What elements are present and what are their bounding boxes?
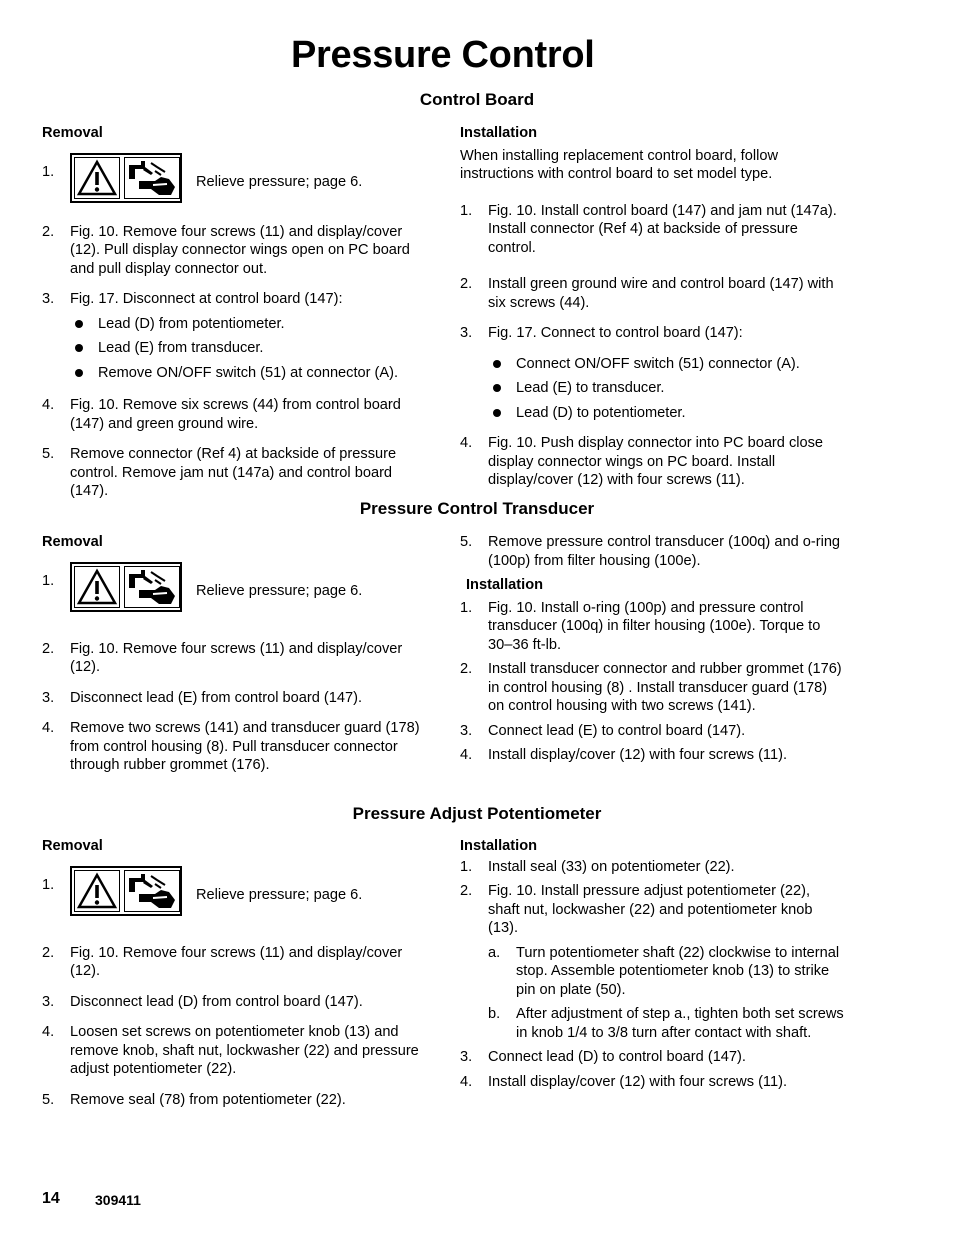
sub-step-list [488, 944, 845, 1043]
control-board-installation [460, 124, 845, 502]
warning-triangle-icon [74, 157, 120, 199]
removal-heading: Removal [42, 125, 103, 141]
installation-heading: Installation [460, 838, 538, 854]
installation-intro: When installing replacement control board, follow instructions with control board to set model type. [460, 147, 778, 182]
section-title-control-board: Control Board [419, 90, 535, 109]
control-board-removal [42, 124, 432, 513]
transducer-removal [42, 533, 432, 787]
bullet-list [488, 355, 845, 423]
sub-step-item: b. After adjustment of step a., tighten both set screws in knob 1/4 to 3/8 turn after contact with shaft. [488, 1006, 844, 1041]
list-item: 4. Remove two screws (141) and transducer guard (178) from control housing (8). Pull transducer connector through rubber grommet (176). [42, 720, 420, 773]
page-number: 14 [42, 1190, 60, 1207]
bullet-item: Lead (E) from transducer. [70, 339, 432, 358]
warning-step: 1. Relieve pressure; page 6. [42, 562, 432, 618]
removal-heading: Removal [42, 534, 103, 550]
list-item: 3. Fig. 17. Connect to control board (147): Connect ON/OFF switch (51) connector (A). Lead (E) to transducer. Lead (D) to potentiometer. [460, 324, 845, 422]
list-item: 2. Install green ground wire and control board (147) with six screws (44). [460, 276, 834, 311]
relieve-pressure-text: Relieve pressure; page 6. [196, 886, 363, 903]
relieve-pressure-text: Relieve pressure; page 6. [196, 582, 363, 599]
bullet-item: Lead (D) to potentiometer. [488, 404, 845, 423]
list-item: 1. Fig. 10. Install control board (147) and jam nut (147a). Install connector (Ref 4) at backside of pressure control. [460, 202, 837, 256]
relieve-pressure-text: Relieve pressure; page 6. [196, 173, 363, 190]
potentiometer-removal [42, 837, 432, 1121]
transducer-right-column [460, 533, 845, 777]
warning-icon [70, 562, 182, 612]
document-number: 309411 [95, 1192, 141, 1208]
list-item: 4. Install display/cover (12) with four screws (11). [460, 1073, 788, 1090]
list-item: 5. Remove seal (78) from potentiometer (22). [42, 1091, 346, 1108]
hand-injection-icon [124, 566, 180, 608]
list-item: 4. Fig. 10. Remove six screws (44) from control board (147) and green ground wire. [42, 397, 401, 432]
potentiometer-installation [460, 837, 845, 1103]
list-item: 4. Fig. 10. Push display connector into PC board close display connector wings on PC board. Install display/cover (12) with four screws (11). [460, 435, 824, 488]
bullet-item: Connect ON/OFF switch (51) connector (A). [488, 355, 845, 374]
list-item: 3. Disconnect lead (E) from control board (147). [42, 689, 363, 706]
section-title-potentiometer: Pressure Adjust Potentiometer [352, 804, 602, 823]
list-item: 2. Fig. 10. Install pressure adjust potentiometer (22), shaft nut, lockwasher (22) and potentiometer knob (13). a. Turn potentiometer shaft (22) clockwise to internal stop. Assemble potentiometer knob (13) to strike pin on plate (50). b. After adjustment of step a., tighten both set screws in knob 1/4 to 3/8 turn after contact with shaft. [460, 883, 844, 1041]
warning-triangle-icon [74, 870, 120, 912]
list-item: 4. Loosen set screws on potentiometer knob (13) and remove knob, shaft nut, lockwasher (22) and pressure adjust potentiometer (22). [42, 1024, 419, 1077]
list-item: 2. Install transducer connector and rubber grommet (176) in control housing (8) . Install transducer guard (178) on control housing with two screws (141). [460, 661, 842, 714]
warning-step: 1. Relieve pressure; page 6. [42, 153, 432, 209]
list-item: 4. Install display/cover (12) with four screws (11). [460, 747, 788, 763]
list-item: 3. Disconnect lead (D) from control board (147). [42, 993, 363, 1010]
list-item: 3. Connect lead (E) to control board (147). [460, 722, 746, 739]
list-item: 3. Connect lead (D) to control board (147). [460, 1049, 746, 1065]
removal-heading: Removal [42, 838, 103, 854]
sub-step-item: a. Turn potentiometer shaft (22) clockwise to internal stop. Assemble potentiometer knob (13) to strike pin on plate (50). [488, 944, 840, 998]
warning-icon [70, 153, 182, 203]
section-title-transducer: Pressure Control Transducer [359, 499, 595, 518]
list-item: 2. Fig. 10. Remove four screws (11) and display/cover (12). Pull display connector wings open on PC board and pull display connector out. [42, 223, 410, 277]
list-item: 2. Fig. 10. Remove four screws (11) and display/cover (12). [42, 944, 403, 979]
list-item: 1. Install seal (33) on potentiometer (22). [460, 858, 735, 875]
list-item: 5. Remove pressure control transducer (100q) and o-ring (100p) from filter housing (100e). [460, 534, 841, 569]
list-item: 5. Remove connector (Ref 4) at backside of pressure control. Remove jam nut (147a) and control board (147). [42, 446, 397, 499]
installation-heading: Installation [466, 577, 544, 593]
installation-heading: Installation [460, 125, 538, 141]
page-title: Pressure Control [291, 34, 595, 76]
list-item: 2. Fig. 10. Remove four screws (11) and display/cover (12). [42, 640, 403, 675]
hand-injection-icon [124, 870, 180, 912]
hand-injection-icon [124, 157, 180, 199]
bullet-item: Lead (E) to transducer. [488, 379, 845, 398]
bullet-item: Remove ON/OFF switch (51) at connector (A). [70, 364, 432, 383]
warning-step: 1. Relieve pressure; page 6. [42, 866, 432, 922]
list-item: 3. Fig. 17. Disconnect at control board (147): Lead (D) from potentiometer. Lead (E) from transducer. Remove ON/OFF switch (51) at connector (A). [42, 290, 432, 382]
warning-triangle-icon [74, 566, 120, 608]
warning-icon [70, 866, 182, 916]
bullet-list [70, 315, 432, 383]
list-item: 1. Fig. 10. Install o-ring (100p) and pressure control transducer (100q) in filter housing (100e). Torque to 30–36 ft-lb. [460, 599, 821, 653]
bullet-item: Lead (D) from potentiometer. [70, 315, 432, 334]
